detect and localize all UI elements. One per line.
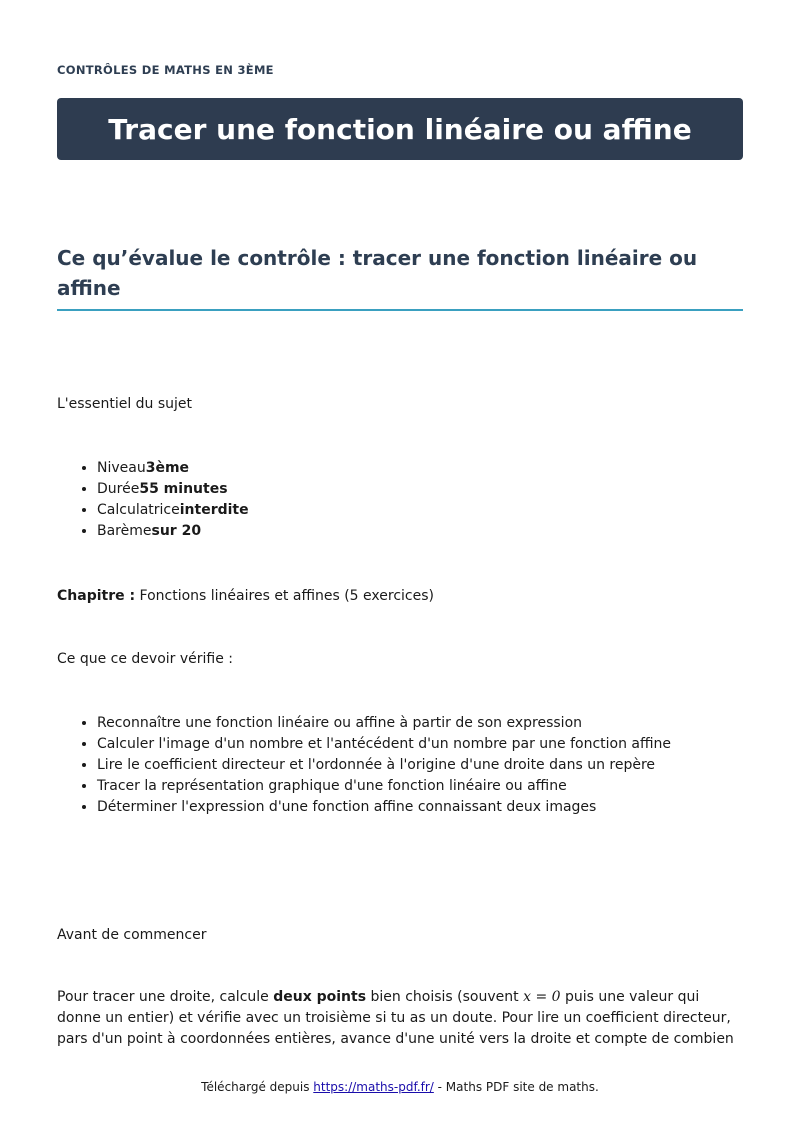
- item-value: interdite: [179, 502, 249, 518]
- item-value: 3ème: [145, 460, 190, 476]
- item-label: Durée: [97, 481, 140, 497]
- list-item: • Lire le coefficient directeur et l'ordonnée à l'origine d'une droite dans un repère: [97, 755, 671, 776]
- checks-list: [57, 713, 671, 818]
- math-expression: x = 0: [523, 989, 561, 1005]
- title-banner: [57, 98, 743, 160]
- list-item: [97, 479, 249, 500]
- item-value: sur 20: [151, 523, 202, 539]
- list-item: • Déterminer l'expression d'une fonction affine connaissant deux images: [97, 797, 671, 818]
- page-footer: [0, 1080, 800, 1094]
- item-value: 55 minutes: [139, 481, 228, 497]
- footer-suffix: - Maths PDF site de maths.: [433, 1080, 599, 1094]
- chapter-text: Fonctions linéaires et affines (5 exercices): [139, 588, 434, 604]
- list-item: [97, 500, 249, 521]
- item-label: Calculatrice: [97, 502, 180, 518]
- before-heading: Avant de commencer: [57, 927, 207, 943]
- paragraph-text: bien choisis (souvent: [366, 989, 524, 1005]
- before-paragraph: [57, 987, 743, 1050]
- section-title: Ce qu’évalue le contrôle : tracer une fonction linéaire ou affine: [57, 246, 698, 300]
- checks-heading: Ce que ce devoir vérifie :: [57, 651, 234, 667]
- paragraph-emphasis: deux points: [273, 989, 367, 1005]
- list-item: • Reconnaître une fonction linéaire ou affine à partir de son expression: [97, 713, 671, 734]
- footer-prefix: Téléchargé depuis: [201, 1080, 314, 1094]
- list-item: • Tracer la représentation graphique d'une fonction linéaire ou affine: [97, 776, 671, 797]
- page-title: Tracer une fonction linéaire ou affine: [108, 112, 692, 146]
- footer-link[interactable]: https://maths-pdf.fr/: [313, 1080, 434, 1094]
- paragraph-text: puis une valeur qui donne un entier) et vérifie avec un troisième si tu as un doute. Pour lire un coefficient directeur, pars d'un point à coordonnées entières, avance d'une unité vers la droite et compte de combien: [57, 989, 734, 1047]
- item-label: Niveau: [97, 460, 146, 476]
- chapter-line: [57, 586, 434, 607]
- series-kicker: CONTRÔLES DE MATHS EN 3ÈME: [57, 63, 274, 77]
- essentials-heading: L'essentiel du sujet: [57, 396, 193, 412]
- paragraph-text: Pour tracer une droite, calcule: [57, 989, 274, 1005]
- list-item: • Calculer l'image d'un nombre et l'antécédent d'un nombre par une fonction affine: [97, 734, 671, 755]
- list-item: [97, 521, 249, 542]
- item-label: Barème: [97, 523, 152, 539]
- essentials-list: [57, 458, 249, 542]
- list-item: [97, 458, 249, 479]
- chapter-label: Chapitre :: [57, 588, 136, 604]
- section-divider: [57, 309, 743, 311]
